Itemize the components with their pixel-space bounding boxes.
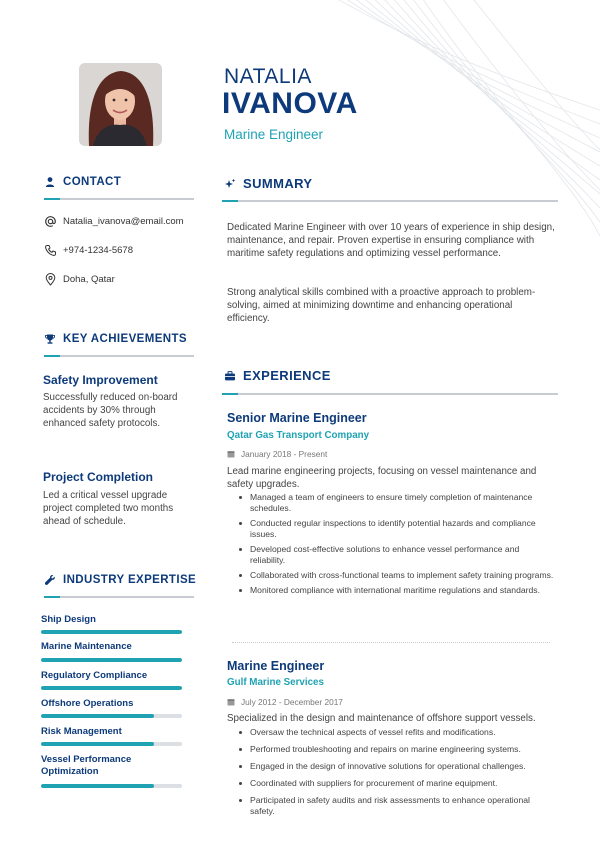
- achievement-description: Led a critical vessel upgrade project completed two months ahead of schedule.: [43, 490, 174, 527]
- contact-title: CONTACT: [63, 176, 122, 188]
- job-company: Gulf Marine Services: [227, 677, 324, 688]
- job-bullet: Participated in safety audits and risk assessments to enhance operational safety.: [238, 795, 556, 817]
- job-dates-text: January 2018 - Present: [241, 449, 328, 459]
- skill-level-bar: [41, 742, 182, 746]
- skill-name: Ship Design: [41, 614, 96, 625]
- job-dates: [227, 449, 327, 459]
- summary-paragraph: Dedicated Marine Engineer with over 10 years of experience in ship design, maintenance, and repair. Proven expertise in ensuring compliance with maritime safety regulations and optimizing vessel performance.: [227, 222, 555, 259]
- job-bullets: [238, 492, 556, 596]
- job-company: Qatar Gas Transport Company: [227, 430, 370, 441]
- skill-level-bar: [41, 714, 182, 718]
- skill-name: Regulatory Compliance: [41, 670, 148, 681]
- job-bullet: Conducted regular inspections to identify potential hazards and compliance issues.: [238, 518, 556, 540]
- achievements-section-header: [44, 333, 187, 345]
- skill-level-fill: [41, 784, 154, 788]
- achievements-divider: [44, 355, 194, 357]
- contact-email-row: [44, 215, 184, 228]
- skill-level-bar: [41, 784, 182, 788]
- job-title: Senior Marine Engineer: [227, 411, 367, 425]
- person-icon: [44, 176, 56, 188]
- at-sign-icon: [44, 215, 57, 228]
- job-title: Marine Engineer: [227, 659, 325, 673]
- job-bullet: Collaborated with cross-functional teams to implement safety training programs.: [238, 570, 556, 581]
- skill-level-bar: [41, 658, 182, 662]
- job-bullet: Developed cost-effective solutions to enhance vessel performance and reliability.: [238, 544, 556, 566]
- skill-name: Vessel Performance Optimization: [41, 754, 132, 777]
- calendar-icon: [227, 698, 235, 706]
- experience-section-header: [224, 368, 331, 383]
- job-description: Lead marine engineering projects, focusing on vessel maintenance and safety upgrades.: [227, 466, 537, 490]
- skill-level-fill: [41, 742, 154, 746]
- skill-name: Risk Management: [41, 726, 122, 737]
- skill-level-fill: [41, 658, 182, 662]
- contact-location-row: [44, 273, 115, 286]
- map-pin-icon: [44, 273, 57, 286]
- achievement-description: Successfully reduced on-board accidents by 30% through enhanced safety protocols.: [43, 392, 178, 429]
- contact-phone-row: [44, 244, 133, 257]
- email-text[interactable]: Natalia_ivanova@email.com: [63, 216, 184, 227]
- experience-divider: [222, 393, 558, 395]
- first-name: NATALIA: [224, 65, 312, 88]
- job-role-title: Marine Engineer: [224, 127, 324, 142]
- skill-name: Offshore Operations: [41, 698, 134, 709]
- experience-title: EXPERIENCE: [243, 368, 331, 383]
- wrench-icon: [44, 574, 56, 586]
- profile-photo: [79, 63, 162, 146]
- job-dates: [227, 697, 343, 707]
- summary-paragraph: Strong analytical skills combined with a proactive approach to problem-solving, aimed at minimizing downtime and enhancing operational efficiency.: [227, 287, 536, 324]
- skill-level-fill: [41, 630, 182, 634]
- contact-divider: [44, 198, 194, 200]
- job-bullet: Engaged in the design of innovative solutions for operational challenges.: [238, 761, 556, 772]
- phone-text[interactable]: +974-1234-5678: [63, 245, 133, 256]
- briefcase-icon: [224, 370, 236, 382]
- skill-level-bar: [41, 686, 182, 690]
- trophy-icon: [44, 333, 56, 345]
- job-bullet: Managed a team of engineers to ensure timely completion of maintenance schedules.: [238, 492, 556, 514]
- job-bullet: Performed troubleshooting and repairs on marine engineering systems.: [238, 744, 556, 755]
- sparkle-icon: [224, 178, 236, 190]
- phone-icon: [44, 244, 57, 257]
- job-bullet: Coordinated with suppliers for procurement of marine equipment.: [238, 778, 556, 789]
- job-separator: [232, 642, 550, 643]
- summary-section-header: [224, 176, 312, 191]
- expertise-divider: [44, 596, 194, 598]
- job-bullets: [238, 727, 556, 817]
- job-bullet: Oversaw the technical aspects of vessel refits and modifications.: [238, 727, 556, 738]
- achievement-title: Safety Improvement: [43, 373, 158, 387]
- achievement-title: Project Completion: [43, 470, 154, 484]
- skill-level-fill: [41, 714, 154, 718]
- achievements-title: KEY ACHIEVEMENTS: [63, 333, 187, 345]
- job-description: Specialized in the design and maintenance of offshore support vessels.: [227, 713, 536, 724]
- expertise-section-header: [44, 574, 196, 586]
- calendar-icon: [227, 450, 235, 458]
- summary-divider: [222, 200, 558, 202]
- job-bullet: Monitored compliance with international maritime regulations and standards.: [238, 585, 556, 596]
- summary-title: SUMMARY: [243, 176, 313, 191]
- skill-name: Marine Maintenance: [41, 641, 132, 652]
- location-text: Doha, Qatar: [63, 274, 115, 285]
- skill-level-fill: [41, 686, 182, 690]
- last-name: IVANOVA: [222, 87, 358, 120]
- skill-level-bar: [41, 630, 182, 634]
- job-dates-text: July 2012 - December 2017: [241, 697, 343, 707]
- expertise-title: INDUSTRY EXPERTISE: [63, 574, 197, 586]
- contact-section-header: [44, 176, 121, 188]
